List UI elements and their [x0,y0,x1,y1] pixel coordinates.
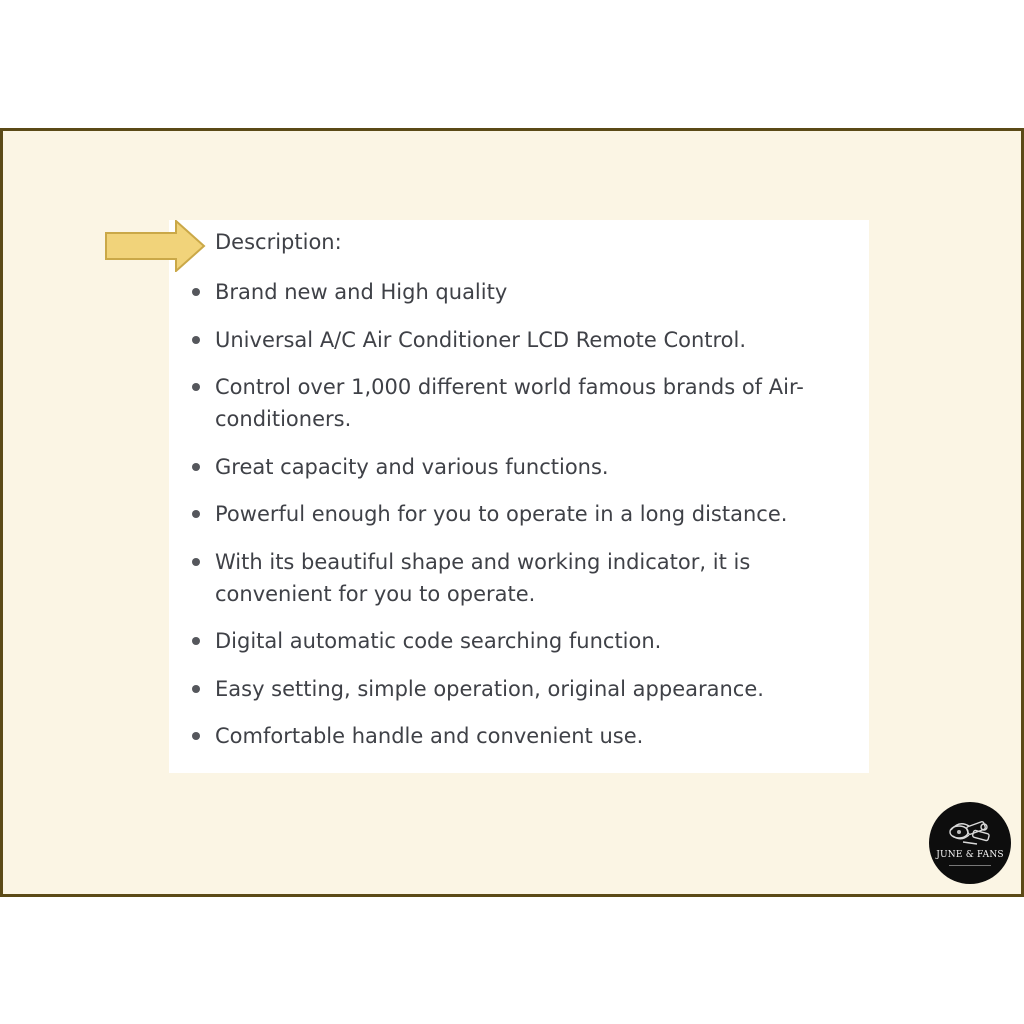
bullet-icon [192,336,200,344]
list-item-text: Brand new and High quality [215,280,508,304]
list-item-text: Great capacity and various functions. [215,454,609,479]
list-item-text: Control over 1,000 different world famous brands of Air-conditioners. [215,375,804,431]
logo-text: JUNE & FANS [936,850,1004,860]
bullet-icon [192,463,200,471]
product-frame [0,128,1024,897]
list-item [188,546,827,610]
logo-divider [949,865,991,866]
bullet-icon [192,685,200,693]
fan-remote-illustration-icon [929,802,1011,884]
list-item-text: Universal A/C Air Conditioner LCD Remote Control. [215,327,747,352]
list-item [188,673,868,705]
list-item [188,498,868,530]
list-item [188,451,868,483]
list-item-text: Powerful enough for you to operate in a long distance. [215,502,788,526]
arrow-right-icon [104,220,206,272]
feature-list [188,276,868,768]
brand-logo [929,802,1011,884]
bullet-icon [192,383,200,391]
list-item [188,625,868,657]
list-item-text: Easy setting, simple operation, original appearance. [215,676,764,701]
list-item-text: Comfortable handle and convenient use. [215,724,644,748]
list-item-text: With its beautiful shape and working indicator, it is convenient for you to operate. [215,549,751,606]
bullet-icon [192,637,200,645]
bullet-icon [192,558,200,566]
list-item-text: Digital automatic code searching function. [215,629,662,653]
list-item [188,324,868,356]
bullet-icon [192,732,200,740]
list-item [188,720,868,752]
description-heading: Description: [215,230,342,254]
bullet-icon [192,510,200,518]
bullet-icon [192,288,200,296]
list-item [188,276,635,308]
list-item [188,371,827,435]
